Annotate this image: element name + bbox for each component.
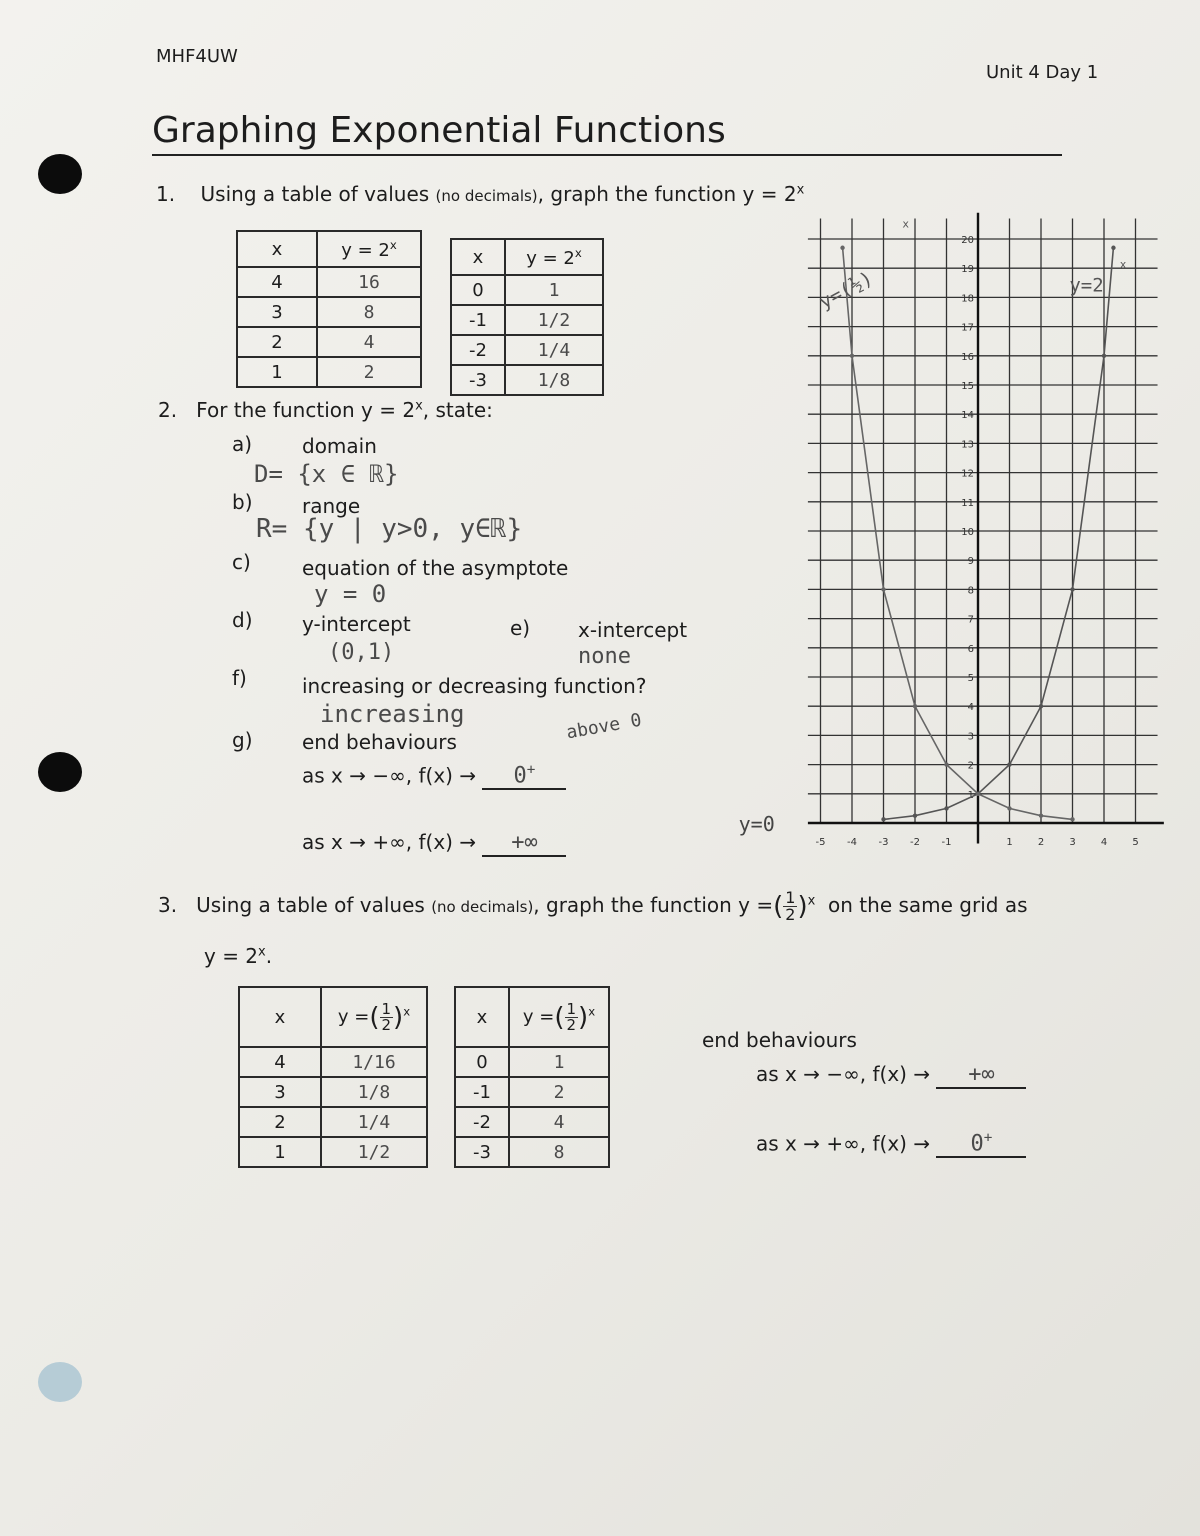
y-tick-label: 13 (961, 439, 974, 451)
q3-line2: $y = 2^x$. (204, 944, 273, 968)
q1-func-exp: x (796, 182, 805, 198)
curve-y-half-pow-x (843, 248, 1073, 820)
q2a-text: domain (302, 434, 377, 458)
q2g-note: above 0 (564, 709, 644, 744)
title-underline (152, 154, 1062, 156)
data-point (881, 817, 885, 821)
q3-table-negative (454, 986, 610, 1168)
q2-end-2-answer: +∞ (482, 830, 566, 857)
x-tick-label: 3 (1069, 837, 1076, 848)
x-tick-label: -4 (847, 837, 857, 848)
q2b-text: range (302, 494, 361, 518)
y-tick-label: 12 (961, 468, 974, 480)
data-point (1039, 704, 1043, 708)
y-tick-label: 18 (961, 293, 974, 305)
q1-func: y = 2 (742, 182, 797, 206)
q2f-answer: increasing (320, 700, 465, 728)
table-cell: 1 (239, 1137, 321, 1167)
data-point (913, 814, 917, 818)
y-tick-label: 20 (961, 235, 974, 246)
q2c-answer: y = 0 (314, 580, 387, 608)
table-header: x (451, 239, 505, 275)
table-cell: -3 (451, 365, 505, 395)
q3-prompt (158, 890, 1028, 923)
data-point (976, 792, 980, 796)
y-tick-label: 7 (967, 614, 974, 626)
q2a-label: a) (232, 432, 253, 456)
table-cell: 8 (317, 297, 421, 327)
unit-day: Unit 4 Day 1 (986, 62, 1099, 83)
graph-grid (738, 205, 1170, 865)
table-cell: 1/2 (505, 305, 603, 335)
q1-text: Using a table of values (200, 182, 430, 206)
y-tick-label: 9 (967, 556, 974, 568)
table-cell: -1 (455, 1077, 509, 1107)
q2a-answer: D= {x ∈ ℝ} (254, 460, 399, 488)
table-cell: 1/4 (505, 335, 603, 365)
asymptote-label: y=0 (738, 812, 775, 836)
course-code: MHF4UW (156, 46, 238, 67)
table-cell: 2 (239, 1107, 321, 1137)
y-tick-label: 5 (967, 673, 974, 684)
q1-number: 1. (156, 182, 176, 206)
q1-table-positive (236, 230, 422, 388)
data-point (1111, 246, 1115, 250)
page-title: Graphing Exponential Functions (152, 110, 726, 151)
table-cell: 0 (455, 1047, 509, 1077)
q2e-answer: none (578, 644, 631, 669)
table-header: x (455, 987, 509, 1047)
q1-note: (no decimals) (435, 187, 538, 205)
data-point (944, 762, 948, 766)
q2-text: For the function y = 2 (196, 398, 416, 422)
table-cell: 1 (505, 275, 603, 305)
table-header: x (237, 231, 317, 267)
x-tick-label: -3 (878, 837, 889, 848)
q2-exp: x (415, 398, 423, 414)
q2d-answer: (0,1) (328, 640, 395, 665)
y-tick-label: 14 (961, 410, 974, 422)
q3-text: Using a table of values (196, 893, 425, 917)
q2b-answer: R= {y | y>0, y∈ℝ} (256, 514, 523, 544)
q2-end-behaviour-1: as x → −∞, f(x) → 0+ (302, 762, 566, 790)
data-point (944, 806, 948, 810)
q2d-text: y-intercept (302, 612, 411, 636)
table-cell: -2 (455, 1107, 509, 1137)
table-cell: 8 (509, 1137, 609, 1167)
data-point (1070, 817, 1074, 821)
q3-func: y =( $\frac{1}{2}$ )$^x$ (738, 888, 816, 924)
binder-hole (38, 1362, 82, 1402)
table-cell: 0 (451, 275, 505, 305)
q2b-label: b) (232, 490, 253, 514)
table-header: $y = 2^x$ (505, 239, 603, 275)
q3-text-end: on the same grid as (828, 893, 1028, 917)
q2f-text: increasing or decreasing function? (302, 674, 647, 698)
q2-prompt (158, 398, 493, 422)
y-tick-label: 10 (961, 527, 974, 538)
y-tick-label: 15 (961, 381, 974, 392)
table-cell: -2 (451, 335, 505, 365)
binder-hole (38, 752, 82, 792)
q3-number: 3. (158, 893, 178, 917)
table-cell: 4 (317, 327, 421, 357)
table-cell: 3 (237, 297, 317, 327)
x-tick-label: -1 (941, 837, 952, 848)
q2g-label: g) (232, 728, 253, 752)
table-cell: -3 (455, 1137, 509, 1167)
table-header: x (239, 987, 321, 1047)
q3-end-behaviour-1: as x → −∞, f(x) → +∞ (756, 1062, 1026, 1089)
q3-text-mid: , graph the function (533, 893, 732, 917)
q2c-text: equation of the asymptote (302, 556, 569, 580)
q2e-text: x-intercept (578, 618, 688, 642)
x-tick-label: 5 (1132, 837, 1139, 848)
table-cell: 16 (317, 267, 421, 297)
q2c-label: c) (232, 550, 251, 574)
data-point (1007, 806, 1011, 810)
q2e-label: e) (510, 616, 531, 640)
x-tick-label: -2 (910, 837, 920, 848)
data-point (840, 246, 844, 250)
q3-note: (no decimals) (431, 898, 534, 916)
q2g-text: end behaviours (302, 730, 457, 754)
y-tick-label: 4 (967, 702, 974, 714)
table-cell: 1/16 (321, 1047, 427, 1077)
table-header: y =( $\frac{1}{2}$ )$^x$ (321, 987, 427, 1047)
table-cell: 1 (509, 1047, 609, 1077)
q2-end-behaviour-2: as x → +∞, f(x) → +∞ (302, 830, 566, 857)
q1-prompt (156, 182, 804, 206)
x-tick-label: 1 (1006, 837, 1013, 848)
q1-table-negative (450, 238, 604, 396)
q3-end-2-answer: 0+ (936, 1130, 1026, 1158)
table-cell: 1/2 (321, 1137, 427, 1167)
y-tick-label: 19 (961, 264, 974, 276)
table-cell: 4 (239, 1047, 321, 1077)
table-cell: 4 (237, 267, 317, 297)
x-tick-label: -5 (815, 837, 826, 848)
binder-hole (38, 154, 82, 194)
q3-end-1-answer: +∞ (936, 1062, 1026, 1089)
y-tick-label: 8 (967, 585, 974, 597)
data-point (850, 354, 854, 358)
y-tick-label: 11 (961, 497, 974, 509)
curve-y-2-pow-x (884, 248, 1114, 820)
x-tick-label: 4 (1100, 837, 1108, 848)
y-tick-label: 1 (967, 789, 974, 801)
table-cell: 3 (239, 1077, 321, 1107)
curve-label-2x-exp: x (1119, 258, 1127, 272)
q2d-label: d) (232, 608, 253, 632)
data-point (1070, 587, 1074, 591)
x-tick-label: 2 (1037, 837, 1045, 848)
q1-text-end: , graph the function (537, 182, 737, 206)
data-point (1102, 354, 1106, 358)
data-point (881, 587, 885, 591)
q2f-label: f) (232, 666, 247, 690)
table-cell: 1 (237, 357, 317, 387)
y-tick-label: 2 (967, 760, 974, 772)
data-point (1039, 814, 1043, 818)
q2-number: 2. (158, 398, 178, 422)
table-cell: -1 (451, 305, 505, 335)
table-header: $y = 2^x$ (317, 231, 421, 267)
q3-end-title: end behaviours (702, 1028, 857, 1052)
table-cell: 1/8 (321, 1077, 427, 1107)
table-cell: 4 (509, 1107, 609, 1137)
y-tick-label: 3 (967, 731, 974, 743)
y-tick-label: 17 (961, 322, 974, 334)
y-tick-label: 16 (961, 351, 974, 363)
curve-label-half-x: y=(½) (815, 267, 877, 314)
curve-label-half-x-exp: x (902, 217, 910, 231)
q2-text-end: , state: (422, 398, 493, 422)
table-header: y =( $\frac{1}{2}$ )$^x$ (509, 987, 609, 1047)
table-cell: 1/8 (505, 365, 603, 395)
q3-table-positive (238, 986, 428, 1168)
data-point (913, 704, 917, 708)
table-cell: 2 (317, 357, 421, 387)
table-cell: 1/4 (321, 1107, 427, 1137)
data-point (1007, 762, 1011, 766)
table-cell: 2 (237, 327, 317, 357)
table-cell: 2 (509, 1077, 609, 1107)
curve-label-2x: y=2 (1069, 274, 1104, 297)
q2-end-1-answer: 0+ (482, 762, 566, 790)
q3-end-behaviour-2: as x → +∞, f(x) → 0+ (756, 1130, 1026, 1158)
y-tick-label: 6 (967, 643, 974, 655)
